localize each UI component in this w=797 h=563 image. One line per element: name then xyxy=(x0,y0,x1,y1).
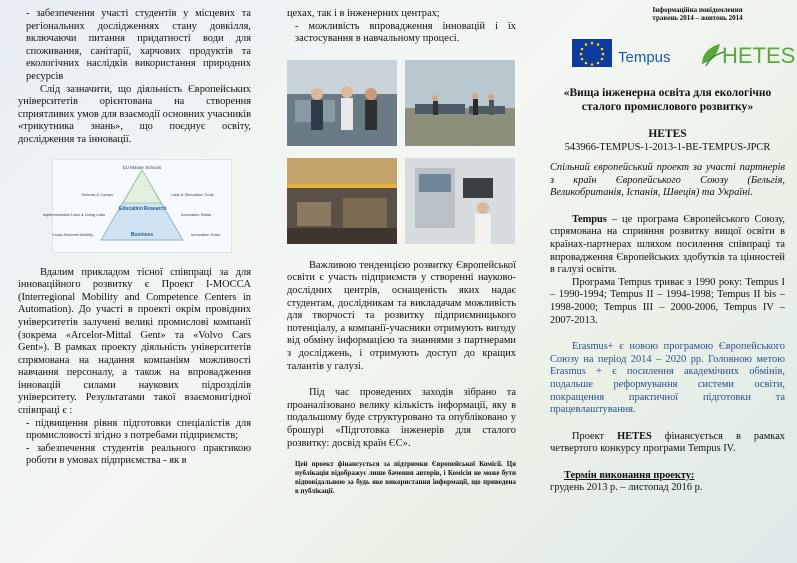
photo-collage xyxy=(287,60,516,250)
knowledge-triangle-diagram xyxy=(42,159,232,253)
hetes-logo xyxy=(698,34,796,74)
bullet-training-level: - підвищення рівня підготовки спеціалістів для промисловості згідно з потребами підприємств; xyxy=(26,417,251,442)
paragraph-continuation: цехах, так і в інженерних центрах; xyxy=(287,8,440,19)
paragraph-imocca: Вдалим прикладом тісної співпраці за для інноваційного розвитку є Проект I-MOCCA (Interregional Mobility and Competence Centers in Automation). До участі в проекті окрім провідних університетів залучені великі промислові компанії (зокрема «Arcelor-Mittal Gent» та «Volvo Cars Gent»). В рамках проекту діяльність університетів спрямована на надання компаніям можливості навчання персоналу, а також на впровадження інновацій силами наукових підрозділів університету. Результатами такої взаємовигідної співпраці є : xyxy=(18,266,251,417)
partners-text: Спільний європейський проект за участі партнерів з країн Європейського Союзу (Бельгія, Великобританія, Іспанія, Швеція) та Україні. xyxy=(550,162,785,199)
paragraph-erasmus: Erasmus+ є новою програмою Європейського Союзу на період 2014 – 2020 рр. Головною метою Erasmus + є посилення академічних обмінів, подальше реформування системи освіти, покращення практичної підготовки та працевлаштування. xyxy=(550,341,785,416)
diagram-label-mr: Innovation Radar xyxy=(181,211,212,217)
photo-solar-field xyxy=(405,60,515,146)
diagram-education: Education xyxy=(118,205,144,212)
newsletter-title: Інформаційна повідомлення xyxy=(652,6,743,14)
photo-lab-meeting xyxy=(287,60,397,146)
eu-disclaimer-note: Цей проект фінансується за підтримки Європейської Комісії. Ця публікація відображує лише бачення авторів, і Комісія не може бути відповідальною за будь яке використання інформації, що приведена в публікації. xyxy=(295,460,516,496)
paragraph-brochure: Під час проведених заходів зібрано та проаналізовано велику кількість інформації, яку в подальшому буде структуровано та опубліковано у брошурі «Підготовка інженерів для сталого розвитку: досвід країн ЄС». xyxy=(287,387,516,449)
column-middle xyxy=(265,0,530,563)
project-acronym: HETES xyxy=(648,128,687,140)
hetes-logo-text: HETES xyxy=(722,43,796,68)
diagram-research: Research xyxy=(143,205,167,212)
paragraph-research-centers: Важливою тенденцією розвитку Європейської освіти є участь підприємств у створенні науково-дослідних центрів, оснащеність яких надає студентам, дослідникам та викладачам можливість для творчості та розвитку підприємницького потенціалу, а компанії-учасники отримують вигоду від обміну інформацією та знаннями з партнерами з досліджень, і отримують доступ до кращих талантів у галузі. xyxy=(287,259,516,372)
tempus-logo-text: Tempus xyxy=(618,49,671,66)
photo-factory-hall xyxy=(287,158,397,244)
diagram-top-label: EU Master Schools xyxy=(122,164,162,170)
newsletter-header xyxy=(610,6,785,22)
bullet-innovation: - можливість впровадження інновацій і їх застосування в навчальному процесі. xyxy=(295,20,516,45)
diagram-label-tl: Schools & Camps xyxy=(81,191,113,197)
funding-prefix: Проект xyxy=(572,430,618,442)
newsletter-period: травень 2014 – жовтень 2014 xyxy=(652,14,743,22)
column-left xyxy=(0,0,265,563)
project-code: 543966-TEMPUS-1-2013-1-BE-TEMPUS-JPCR xyxy=(564,142,771,153)
term-value: грудень 2013 р. – листопад 2016 р. xyxy=(550,482,703,494)
paragraph-tempus-phases: Програма Tempus триває з 1990 року: Tempus I – 1990-1994; Tempus II – 1994-1998; Tempus II bis – 1998-2000; Tempus III – 2000-2006, Tempus IV – 2007-2013. xyxy=(550,276,785,326)
term-label: Термін виконання проекту: xyxy=(564,469,695,481)
bullet-practice: - забезпечення студентів реального практикою роботи в умовах підприємства - як в xyxy=(26,442,251,467)
funding-suffix: фінансується в рамках четвертого конкурсу програми Tempus IV. xyxy=(550,430,786,455)
tempus-description: – це програма Європейського Союзу, спрямована на сприяння розвитку вищої освіти в країнах-партнерах шляхом посилення співпраці та впровадження Європейських здобутків та цінностей в галузі освіти. xyxy=(550,213,785,276)
diagram-business: Business xyxy=(130,231,154,238)
paragraph-tempus xyxy=(550,214,785,277)
logos-row xyxy=(550,34,796,80)
diagram-label-bl: Cross-Sectoral Mobility xyxy=(51,231,93,237)
funding-acronym: HETES xyxy=(617,430,652,442)
paragraph-knowledge-triangle: Слід зазначити, що діяльність Європейських університетів орієнтована на створення сприятливих умов для взаємодії основних учасників «трикутника знань», що поєднує освіту, дослідження та інновації. xyxy=(18,83,251,145)
diagram-label-tr: Labs & Simulation Tools xyxy=(171,191,214,197)
column-right xyxy=(530,0,797,563)
tempus-word: Tempus xyxy=(572,213,607,225)
project-title: «Вища інженерна освіта для екологічно сталого промислового розвитку» xyxy=(563,87,772,113)
bullet-environment: - забезпечення участі студентів у місцевих та регіональних дослідженнях стану довкілля, включаючи питання придатності води для споживання, санітарії, харчових продуктів та екологічних наслідків використання природних ресурсів xyxy=(26,8,251,82)
tempus-logo xyxy=(552,34,702,74)
photo-control-panel xyxy=(405,158,515,244)
diagram-label-br: Innovation Hubs xyxy=(191,231,220,237)
project-code-block xyxy=(550,128,785,154)
paragraph-funding xyxy=(550,431,785,456)
diagram-label-ml: Implementation Labs & Living Labs xyxy=(42,211,105,217)
